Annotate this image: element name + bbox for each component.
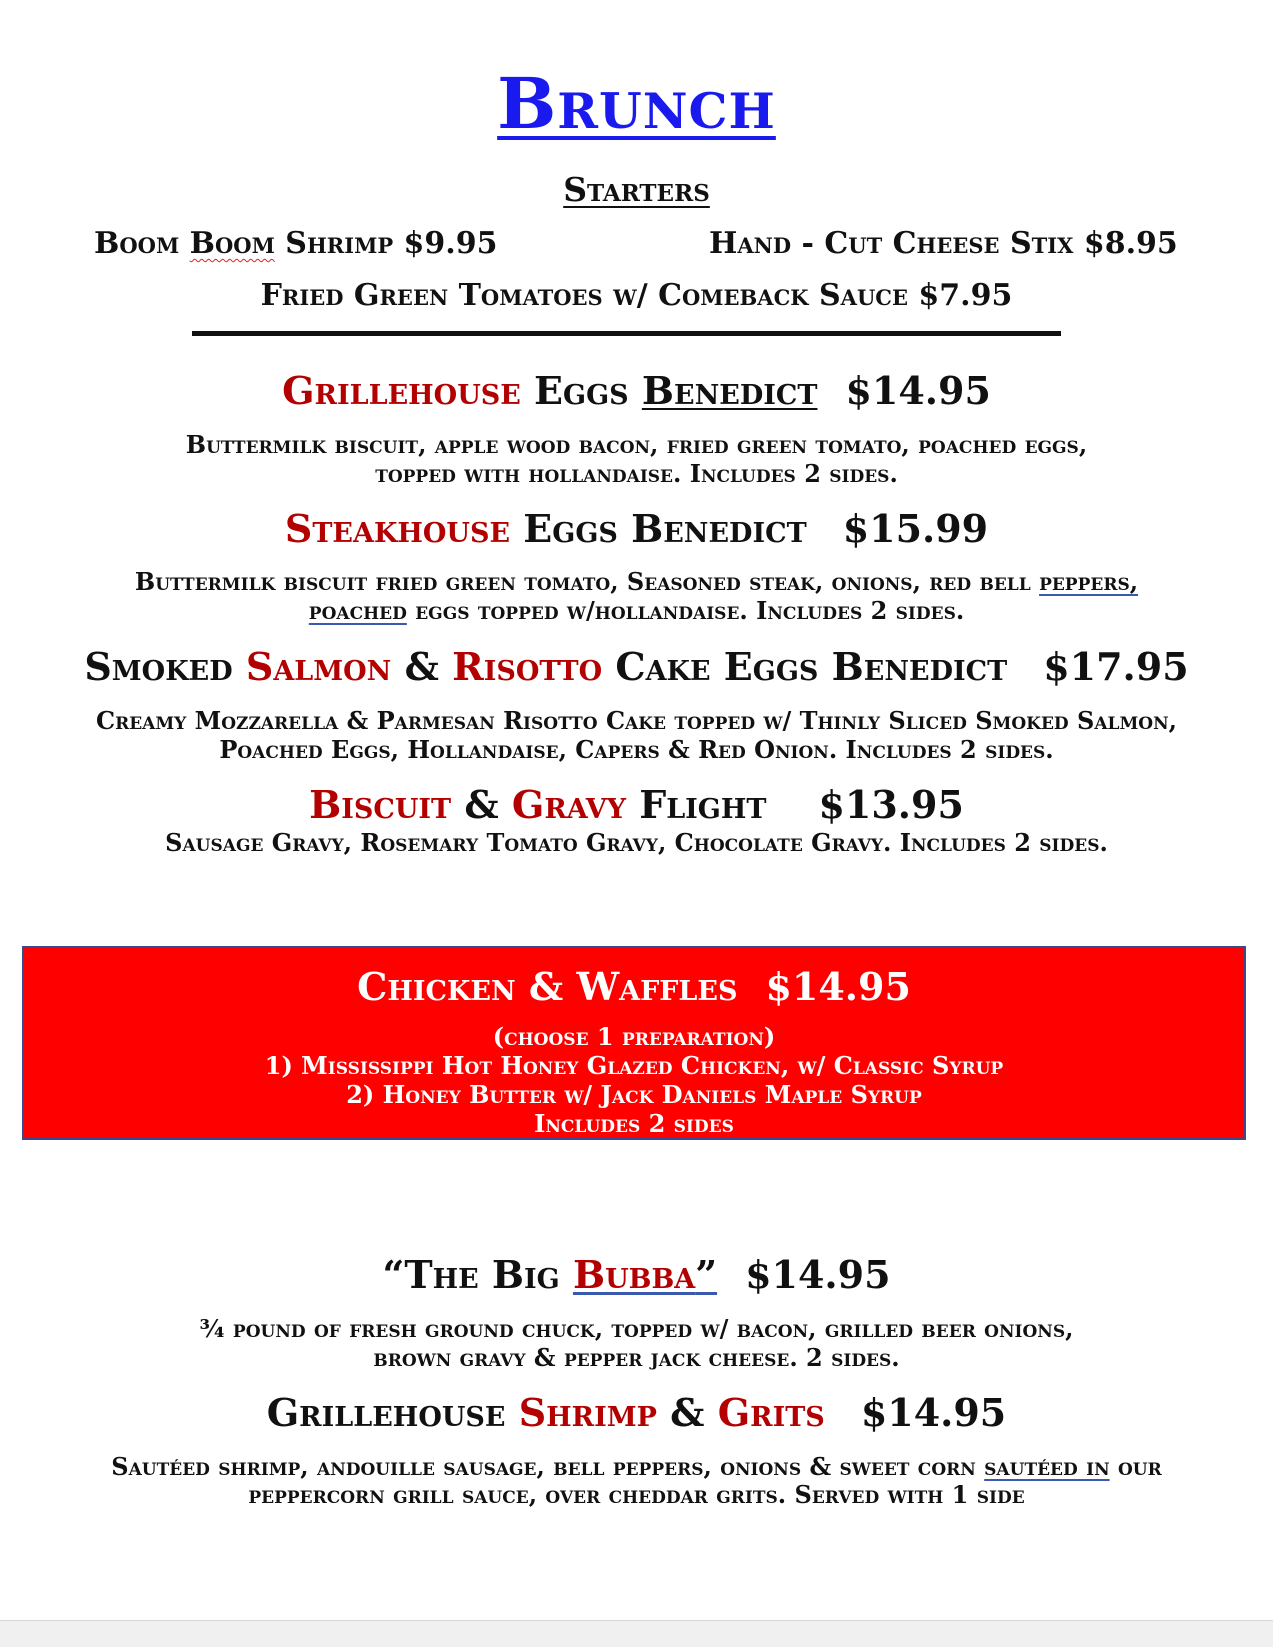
dish-steakhouse-eggs-benedict [0,506,1273,551]
dish-description: peppercorn grill sauce, over cheddar grits. Served with 1 side [248,1480,1025,1509]
dish-price: $17.95 [1043,644,1189,689]
dish-name-accent: Bubba [572,1252,696,1297]
dish-shrimp-grits [0,1390,1273,1435]
starter-fried-green-tomatoes: Fried Green Tomatoes w/ Comeback Sauce $7.95 [260,278,1013,313]
promo-title [24,964,1244,1009]
starter-cheese-stix: Hand - Cut Cheese Stix $8.95 [709,226,1178,261]
dish-name: Flight [625,782,767,827]
starters-heading: Starters [563,170,710,209]
dish-name: & [656,1390,718,1435]
promo-line: 1) Mississippi Hot Honey Glazed Chicken, w/ Classic Syrup [264,1051,1004,1080]
chicken-waffles-box [22,946,1246,1140]
dish-grillehouse-eggs-benedict [0,368,1273,413]
dish-description: ¾ pound of fresh ground chuck, topped w/ bacon, grilled beer onions, [199,1314,1074,1343]
dish-price: $14.95 [845,368,991,413]
dish-price: $14.95 [860,1390,1007,1435]
dish-description [0,567,1273,596]
dish-description: topped with hollandaise. Includes 2 sides. [375,459,898,488]
dish-price: $15.99 [842,506,989,551]
dish-big-bubba [0,1252,1273,1297]
grammar-flag-word: poached [308,596,407,625]
starter-boom-boom-shrimp [94,226,498,261]
promo-line: (choose 1 preparation) [492,1022,776,1051]
menu-title: Brunch [497,62,776,145]
dish-name-accent: Gravy [511,782,626,827]
dish-name: Cake Eggs Benedict [602,644,1008,689]
dish-name: Eggs Benedict [510,506,807,551]
dish-name-accent: Risotto [452,644,603,689]
dish-description: Creamy Mozzarella & Parmesan Risotto Cake topped w/ Thinly Sliced Smoked Salmon, [95,706,1178,735]
promo-line: 2) Honey Butter w/ Jack Daniels Maple Syrup [346,1080,922,1109]
grammar-flag-word: sautéed in [984,1452,1110,1481]
dish-name: “The Big [382,1252,573,1297]
dish-biscuit-gravy-flight [0,782,1273,827]
dish-name-accent: Shrimp [518,1390,657,1435]
dish-description-text: Sautéed shrimp, andouille sausage, bell peppers, onions & sweet corn [111,1452,985,1481]
dish-description-text: our [1109,1452,1162,1481]
dish-price: $13.95 [818,782,964,827]
dish-description [0,1452,1273,1481]
window-bottom-bar [0,1620,1273,1647]
dish-name: & [451,782,512,827]
starter-text: Shrimp $9.95 [274,226,498,261]
dish-description-text: Buttermilk biscuit fried green tomato, Seasoned steak, onions, red bell [134,567,1040,596]
dish-description: brown gravy & pepper jack cheese. 2 sides. [373,1343,900,1372]
dish-name: Eggs [520,368,642,413]
dish-name: Smoked [84,644,246,689]
dish-smoked-salmon-risotto [0,644,1273,689]
dish-description: Poached Eggs, Hollandaise, Capers & Red Onion. Includes 2 sides. [219,735,1054,764]
promo-price: $14.95 [765,964,911,1009]
dish-name-accent: Steakhouse [284,506,511,551]
dish-name-underlined: Benedict [641,368,818,413]
dish-name-accent: Grillehouse [282,368,521,413]
dish-name: ” [695,1252,718,1297]
dish-description-text: eggs topped w/hollandaise. Includes 2 sides. [406,596,965,625]
dish-name-accent: Grits [717,1390,825,1435]
dish-name-accent: Salmon [245,644,392,689]
dish-description: Buttermilk biscuit, apple wood bacon, fried green tomato, poached eggs, [185,430,1088,459]
dish-name-accent: Biscuit [309,782,452,827]
dish-name: Grillehouse [266,1390,519,1435]
section-divider [192,331,1061,336]
starter-text: Boom [94,226,190,261]
dish-description [0,596,1273,625]
promo-title-text: Chicken & Waffles [357,964,738,1009]
spellcheck-word: Boom [189,226,275,261]
dish-description: Sausage Gravy, Rosemary Tomato Gravy, Chocolate Gravy. Includes 2 sides. [165,828,1108,857]
dish-price: $14.95 [745,1252,891,1297]
promo-line: Includes 2 sides [534,1109,734,1138]
grammar-flag-word: peppers, [1039,567,1139,596]
dish-name: & [391,644,453,689]
